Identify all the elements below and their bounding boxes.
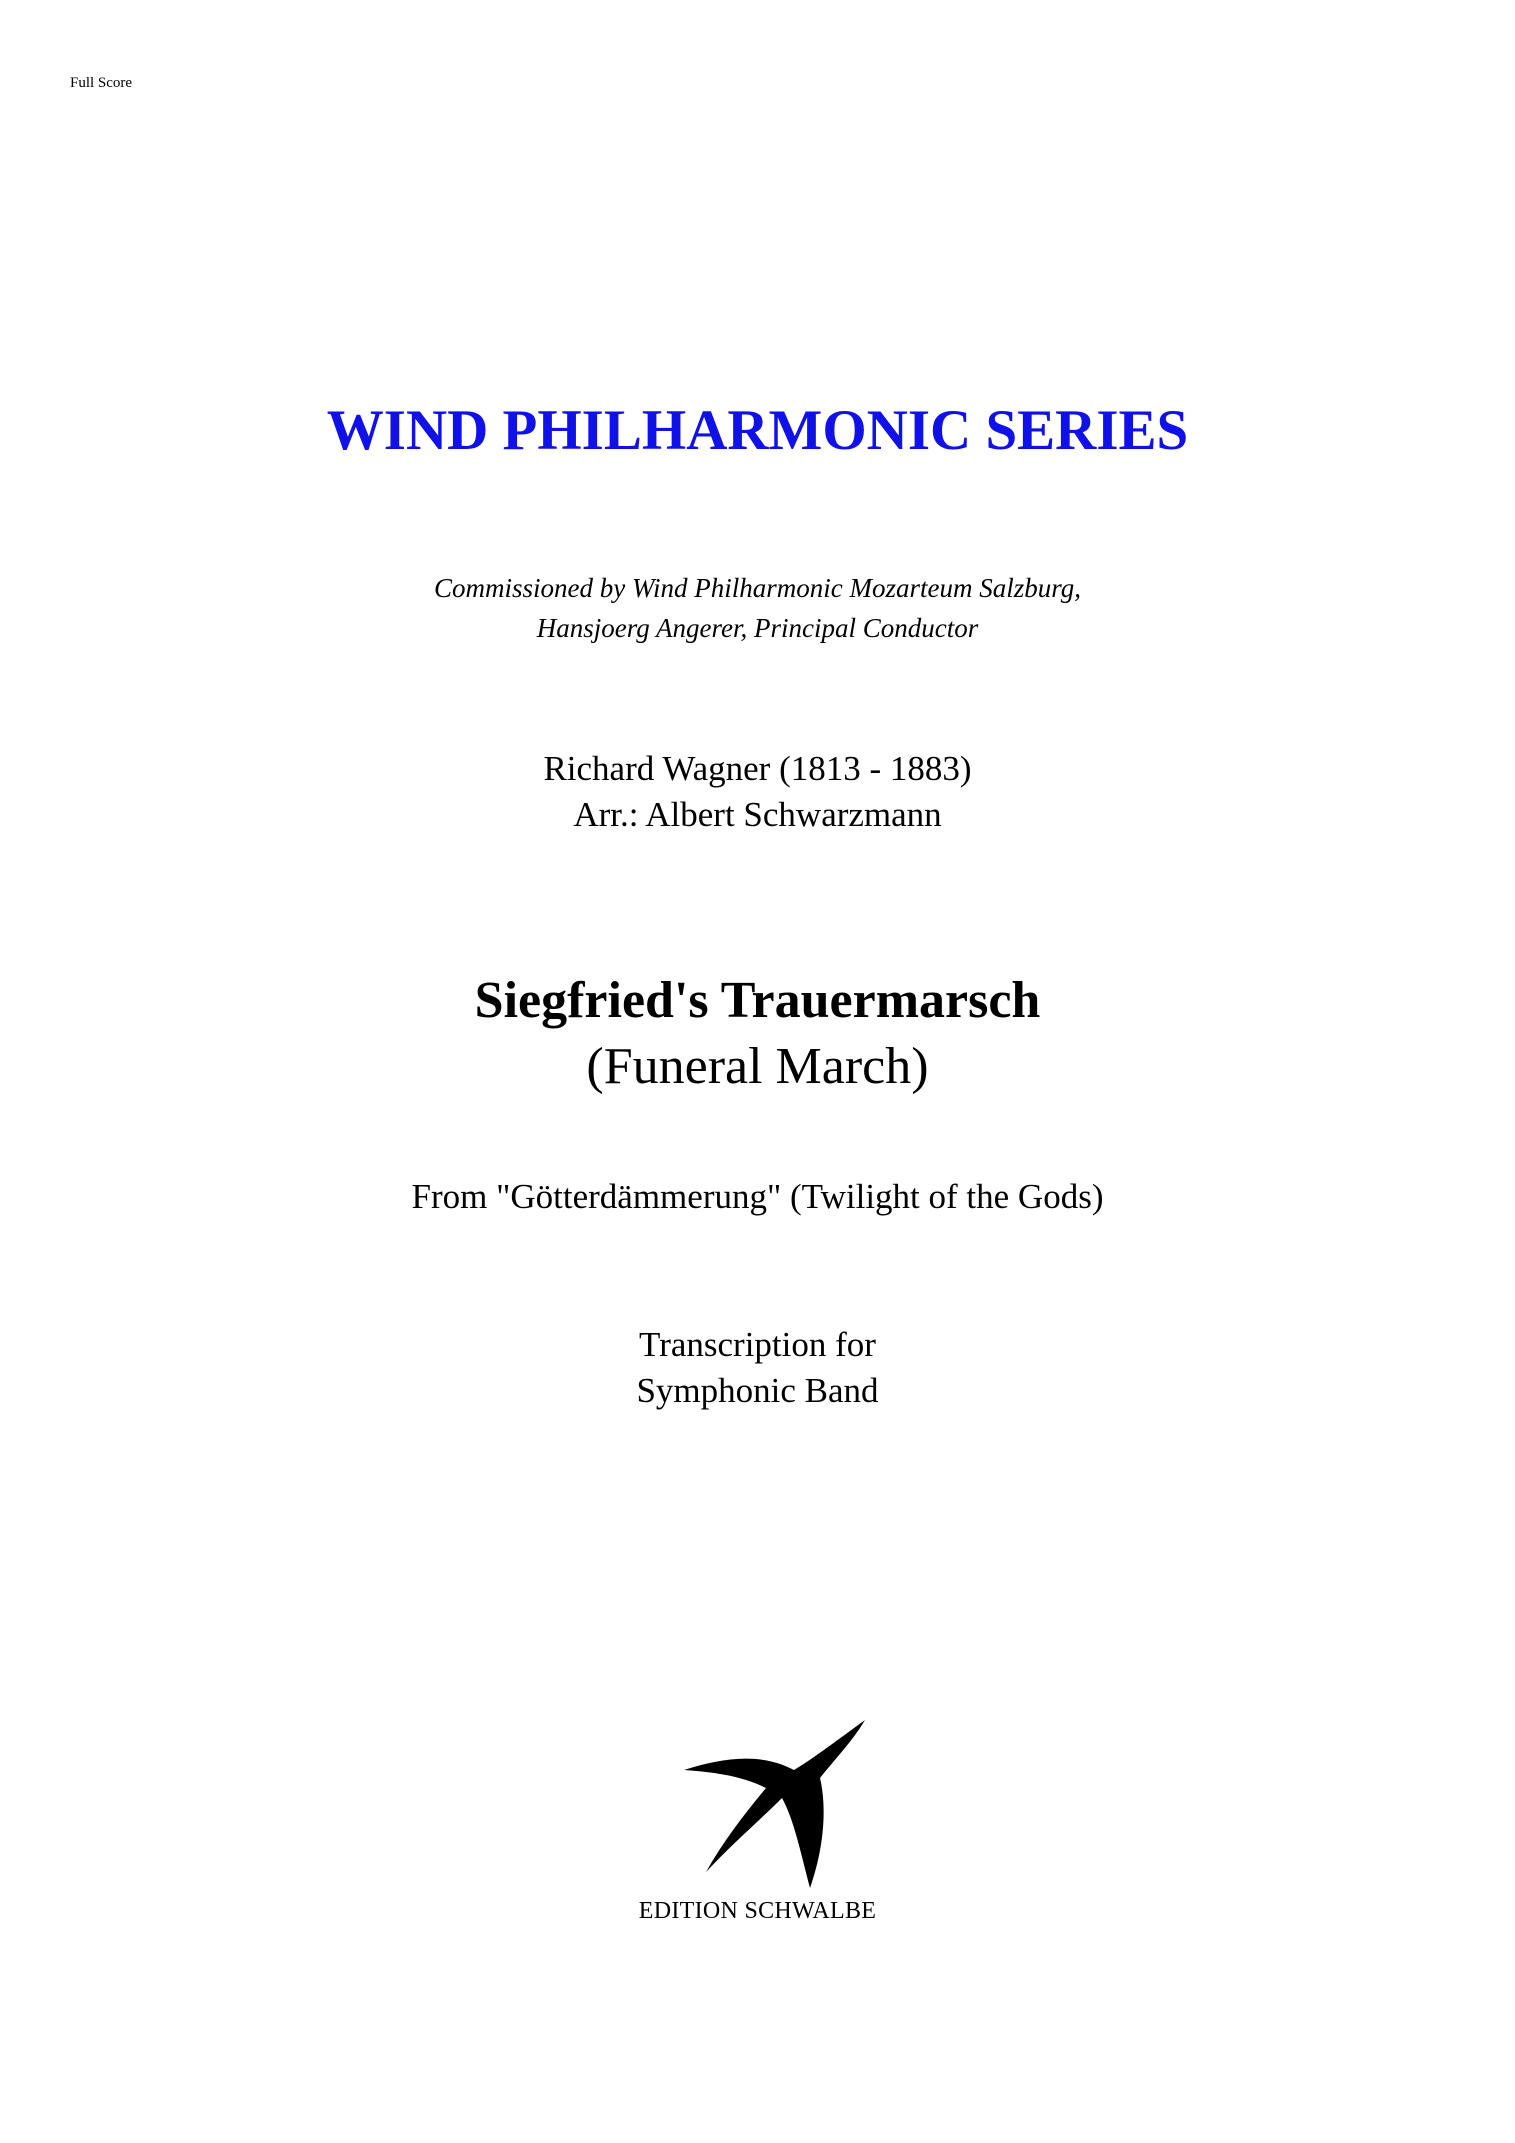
commission-note — [0, 568, 1515, 648]
publisher-name: EDITION SCHWALBE — [638, 1898, 877, 1924]
instrumentation-line-1: Transcription for — [639, 1325, 876, 1364]
composer: Richard Wagner (1813 - 1883) — [543, 749, 972, 788]
commission-line-1: Commissioned by Wind Philharmonic Mozarteum Salzburg, — [434, 573, 1081, 603]
arranger: Arr.: Albert Schwarzmann — [573, 795, 942, 834]
score-type-label: Full Score — [70, 75, 133, 91]
work-source: From "Götterdämmerung" (Twilight of the Gods) — [411, 1177, 1104, 1216]
work-title: Siegfried's Trauermarsch — [474, 972, 1041, 1029]
commission-line-2: Hansjoerg Angerer, Principal Conductor — [536, 613, 979, 643]
series-title: WIND PHILHARMONIC SERIES — [326, 399, 1189, 462]
credits — [0, 746, 1515, 838]
work-subtitle: (Funeral March) — [586, 1038, 929, 1095]
instrumentation-line-2: Symphonic Band — [636, 1371, 879, 1410]
swallow-icon — [682, 1720, 868, 1890]
instrumentation — [0, 1322, 1515, 1414]
